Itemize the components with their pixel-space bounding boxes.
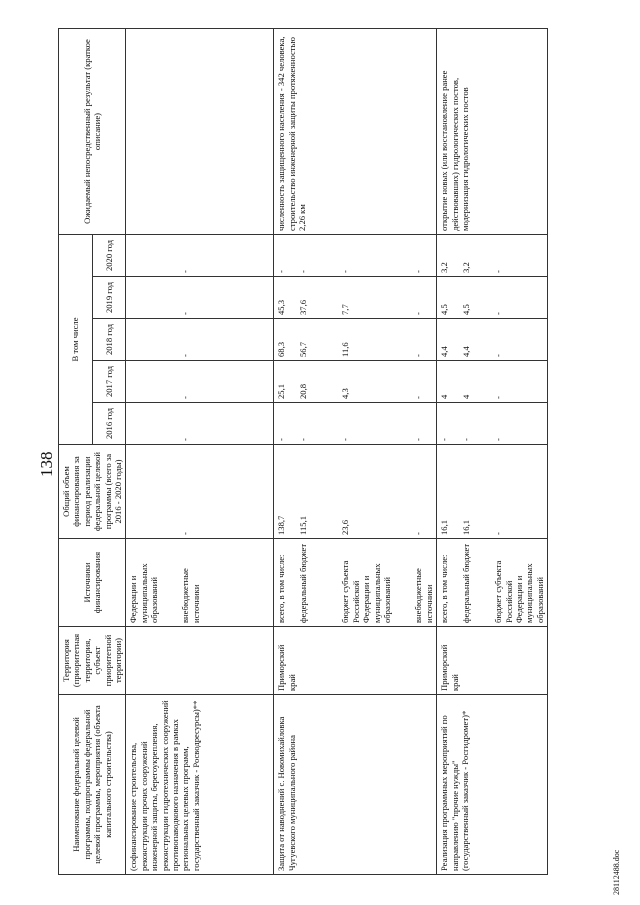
- row2-name: Защита от наводнений с. Новомихайловка Чугуевского муниципального района: [274, 695, 437, 875]
- row3-2016-2: -: [493, 438, 504, 441]
- row2-total: [274, 445, 437, 539]
- row3-total-1: 16,1: [461, 519, 472, 535]
- row2-source-2: бюджет субъекта Российской Федерации и муниципальных образований: [340, 560, 393, 623]
- row2-2016-0: -: [276, 438, 287, 441]
- row2-total-2: 23,6: [340, 519, 351, 535]
- row1-source-1: внебюджетные источники: [180, 568, 201, 623]
- row1-2019-0: [128, 280, 180, 315]
- table-row: [437, 29, 548, 875]
- row1-2020-1: -: [180, 270, 191, 273]
- row2-2019-1: 37,6: [298, 299, 309, 315]
- row2-2017: [274, 361, 437, 403]
- row3-2018: [437, 319, 548, 361]
- row3-source-1: федеральный бюджет: [461, 543, 472, 623]
- row3-2019-1: 4,5: [461, 304, 472, 315]
- table-row: [274, 29, 437, 875]
- row1-2017-0: [128, 364, 180, 399]
- row1-total: [126, 445, 274, 539]
- header-incl: В том числе: [59, 235, 93, 445]
- row3-2018-0: 4,4: [439, 346, 450, 357]
- row2-2017-2: 4,3: [340, 388, 351, 399]
- row2-2018-3: -: [413, 354, 424, 357]
- header-2018: 2018 год: [92, 319, 126, 361]
- row3-2019-0: 4,5: [439, 304, 450, 315]
- row2-2018: [274, 319, 437, 361]
- row3-2017-0: 4: [439, 394, 450, 399]
- row2-total-3: -: [413, 532, 424, 535]
- row2-total-1: 115,1: [298, 515, 309, 535]
- row3-name: Реализация программных мероприятий по направлению "прочие нужды" (государственный заказчик - Росгидромет)*: [437, 695, 548, 875]
- row2-2020-3: -: [413, 270, 424, 273]
- row2-total-0: 138,7: [276, 515, 287, 535]
- row2-2017-3: -: [413, 396, 424, 399]
- row1-2018-1: -: [180, 354, 191, 357]
- row3-2016-1: -: [461, 438, 472, 441]
- row3-2018-1: 4,4: [461, 346, 472, 357]
- header-sources: Источники финансирования: [59, 539, 126, 627]
- row1-territory: [126, 627, 274, 695]
- program-table: [58, 28, 548, 875]
- row3-total: [437, 445, 548, 539]
- row2-2016-1: -: [298, 438, 309, 441]
- header-2016: 2016 год: [92, 403, 126, 445]
- row3-2016: [437, 403, 548, 445]
- row1-result: [126, 29, 274, 235]
- row1-name: (софинансирование строительства, реконструкции прочих сооружений инженерной защиты, берегоукрепления, реконструкции гидротехнических сооружений противопаводкового назначения в рамках региональных целевых программ, государственный заказчик - Росводресурсы)**: [126, 695, 274, 875]
- row3-source-2: бюджет субъекта Российской Федерации и муниципальных образований: [493, 560, 545, 623]
- row2-sources: [274, 539, 437, 627]
- row2-2020-2: -: [340, 270, 351, 273]
- row1-2017-1: -: [180, 396, 191, 399]
- row1-2016-1: -: [180, 438, 191, 441]
- row1-2018-0: [128, 322, 180, 357]
- row2-2018-1: 56,7: [298, 341, 309, 357]
- row2-result: численность защищенного населения - 342 человека, строительство инженерной защиты протяженностью 2,26 км: [274, 29, 437, 235]
- header-2020: 2020 год: [92, 235, 126, 277]
- row2-2016-3: -: [413, 438, 424, 441]
- header-territory: Территория (приоритетная территория, субъект приоритетной территории): [59, 627, 126, 695]
- row3-total-0: 16,1: [439, 519, 450, 535]
- row3-territory: Приморский край: [437, 627, 548, 695]
- row3-2018-2: -: [493, 354, 504, 357]
- row2-2017-0: 25,1: [276, 383, 287, 399]
- row1-2019-1: -: [180, 312, 191, 315]
- row2-2020: [274, 235, 437, 277]
- row3-2016-0: -: [439, 438, 450, 441]
- row2-2019-3: -: [413, 312, 424, 315]
- row3-2019-2: -: [493, 312, 504, 315]
- row2-2019-0: 45,3: [276, 299, 287, 315]
- row2-2016-2: -: [340, 438, 351, 441]
- row2-2017-1: 20,8: [298, 383, 309, 399]
- row3-2020-1: 3,2: [461, 262, 472, 273]
- row2-2018-2: 11,6: [340, 342, 351, 357]
- row2-2020-1: -: [298, 270, 309, 273]
- header-result: Ожидаемый непосредственный результат (краткое описание): [59, 29, 126, 235]
- row1-sources: [126, 539, 274, 627]
- row2-source-3: внебюджетные источники: [413, 568, 434, 623]
- row1-2019: [126, 277, 274, 319]
- header-total: Общий объем финансирования за период реализации федеральной целевой программы (всего за 2016 - 2020 годы): [59, 445, 126, 539]
- row1-total-0: [128, 448, 180, 535]
- row3-result: открытие новых (или восстановление ранее действовавших) гидрологических постов, модернизация гидрологических постов: [437, 29, 548, 235]
- row2-2020-0: -: [276, 270, 287, 273]
- row1-2020: [126, 235, 274, 277]
- page-number: 138: [37, 451, 56, 477]
- row2-2019-2: 7,7: [340, 304, 351, 315]
- row3-2020-2: -: [493, 270, 504, 273]
- row2-territory: Приморский край: [274, 627, 437, 695]
- table-row: [126, 29, 274, 875]
- row3-2020: [437, 235, 548, 277]
- row1-source-0: Федерации и муниципальных образований: [128, 563, 160, 623]
- row3-source-0: всего, в том числе:: [439, 554, 450, 623]
- row2-2016: [274, 403, 437, 445]
- header-2017: 2017 год: [92, 361, 126, 403]
- row2-source-0: всего, в том числе:: [276, 554, 287, 623]
- row3-sources: [437, 539, 548, 627]
- row3-2017-1: 4: [461, 394, 472, 399]
- header-row-1: [59, 29, 93, 875]
- row3-2017-2: -: [493, 396, 504, 399]
- row1-total-1: -: [180, 532, 191, 535]
- row2-source-1: федеральный бюджет: [298, 543, 309, 623]
- header-name: Наименование федеральной целевой программы, подпрограммы федеральной целевой программы, мероприятия (объекта капитального строительства): [59, 695, 126, 875]
- row3-2020-0: 3,2: [439, 262, 450, 273]
- row1-2018: [126, 319, 274, 361]
- row3-total-2: -: [493, 532, 504, 535]
- row2-2018-0: 68,3: [276, 341, 287, 357]
- header-2019: 2019 год: [92, 277, 126, 319]
- footer-filename: 28112488.doc: [612, 849, 621, 895]
- row2-2019: [274, 277, 437, 319]
- row1-2016: [126, 403, 274, 445]
- row3-2019: [437, 277, 548, 319]
- row1-2017: [126, 361, 274, 403]
- row3-2017: [437, 361, 548, 403]
- row1-2016-0: [128, 406, 180, 441]
- row1-2020-0: [128, 238, 180, 273]
